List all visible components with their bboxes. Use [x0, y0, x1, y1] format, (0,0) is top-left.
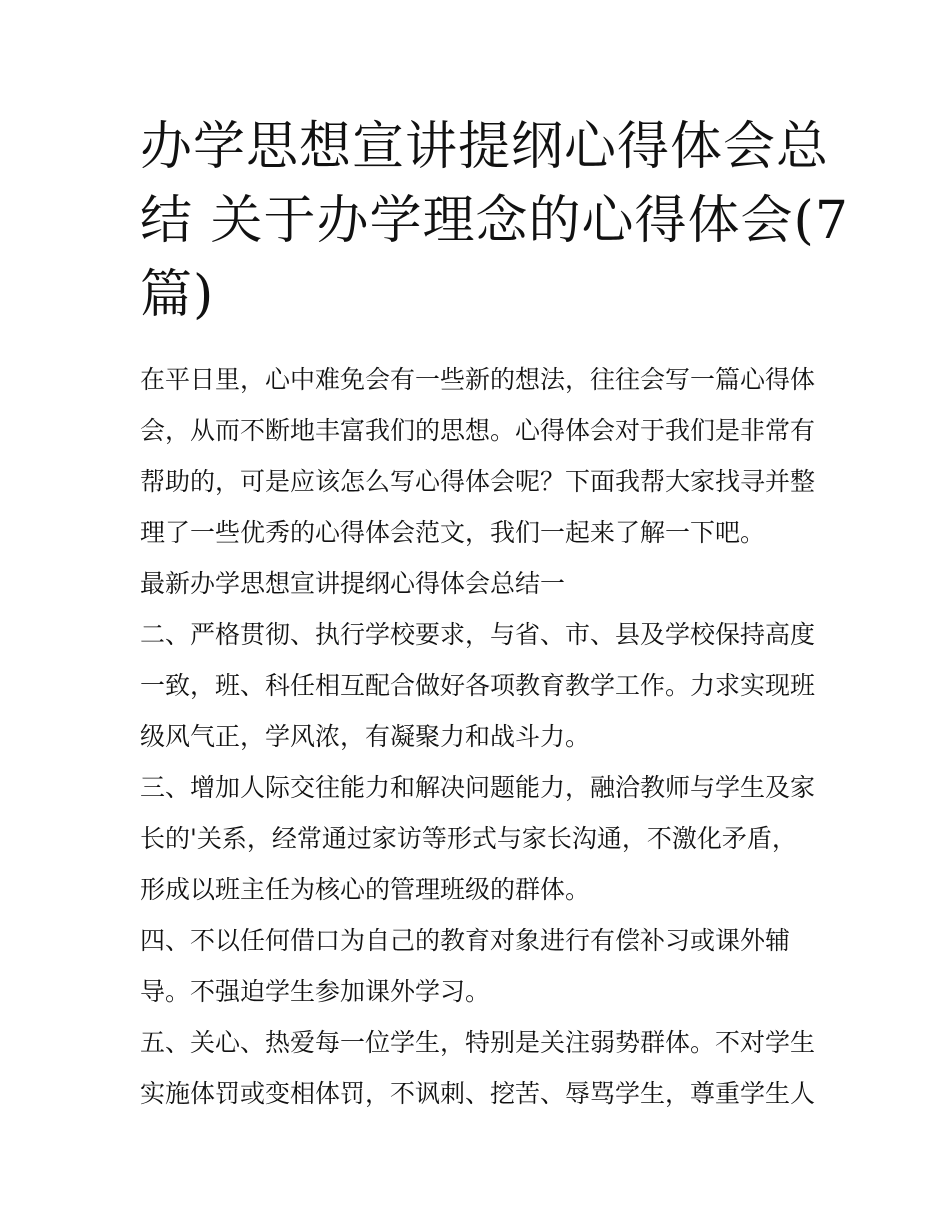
document-title — [140, 110, 849, 332]
section-heading: 最新办学思想宣讲提纲心得体会总结一 — [140, 569, 566, 598]
paragraph-line: 级风气正，学风浓，有凝聚力和战斗力。 — [140, 722, 591, 751]
paragraph-line: 实施体罚或变相体罚，不讽刺、挖苦、辱骂学生，尊重学生人 — [140, 1079, 816, 1108]
paragraph-line: 一致，班、科任相互配合做好各项教育教学工作。力求实现班 — [140, 671, 816, 700]
intro-line: 在平日里，心中难免会有一些新的想法，往往会写一篇心得体 — [140, 365, 816, 394]
document-body — [140, 354, 830, 1119]
paragraph-line: 三、增加人际交往能力和解决问题能力，融洽教师与学生及家 — [140, 773, 816, 802]
paragraph-line: 形成以班主任为核心的管理班级的群体。 — [140, 875, 591, 904]
paragraph-line: 四、不以任何借口为自己的教育对象进行有偿补习或课外辅 — [140, 926, 791, 955]
paragraph-line: 长的'关系，经常通过家访等形式与家长沟通，不激化矛盾， — [140, 824, 797, 853]
paragraph-line: 二、严格贯彻、执行学校要求，与省、市、县及学校保持高度 — [140, 620, 816, 649]
intro-line: 会，从而不断地丰富我们的思想。心得体会对于我们是非常有 — [140, 416, 816, 445]
title-line: 结 关于办学理念的心得体会(7 — [140, 191, 849, 251]
intro-line: 理了一些优秀的心得体会范文，我们一起来了解一下吧。 — [140, 518, 766, 547]
title-line: 篇) — [140, 265, 215, 325]
paragraph-line: 五、关心、热爱每一位学生，特别是关注弱势群体。不对学生 — [140, 1028, 816, 1057]
title-line: 办学思想宣讲提纲心得体会总 — [140, 117, 830, 177]
intro-line: 帮助的，可是应该怎么写心得体会呢？下面我帮大家找寻并整 — [140, 467, 816, 496]
paragraph-line: 导。不强迫学生参加课外学习。 — [140, 977, 491, 1006]
